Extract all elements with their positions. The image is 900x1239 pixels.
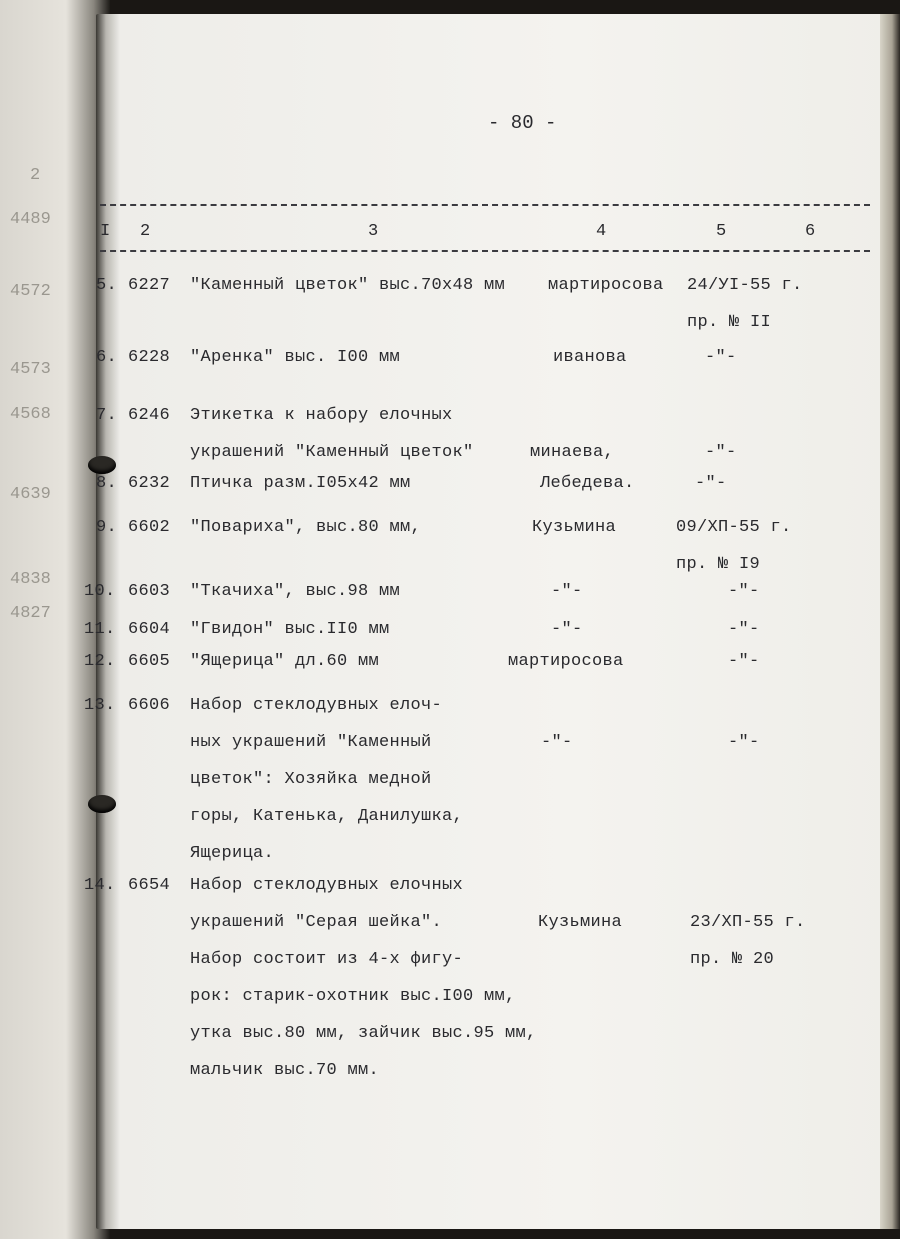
item-description: украшений "Серая шейка". [190, 913, 443, 932]
ghost-text: 2 [30, 166, 41, 185]
item-description: Птичка разм.I05х42 мм [190, 474, 411, 493]
item-description: "Аренка" выс. I00 мм [190, 348, 401, 367]
item-code: 6604 [128, 620, 171, 639]
row-number: 8. [96, 474, 118, 493]
item-code: 6603 [128, 582, 171, 601]
ghost-text: 4573 [10, 360, 51, 379]
row-number: 6. [96, 348, 118, 367]
item-code: 6232 [128, 474, 171, 493]
approval-date: 09/ХП-55 г. [676, 518, 792, 537]
page-number: - 80 - [488, 112, 557, 134]
binder-hole [88, 456, 116, 474]
approval-date: -"- [695, 474, 727, 493]
approval-date: -"- [705, 443, 737, 462]
approval-date: -"- [728, 582, 760, 601]
col-3-header: 3 [368, 222, 379, 241]
ghost-text: 4639 [10, 485, 51, 504]
author-name: Кузьмина [538, 913, 623, 932]
table-top-rule [100, 204, 870, 206]
row-number: 7. [96, 406, 118, 425]
item-description: "Ящерица" дл.60 мм [190, 652, 380, 671]
item-description: ных украшений "Каменный [190, 733, 432, 752]
col-5-header: 5 [716, 222, 727, 241]
approval-date: пр. № 20 [690, 950, 775, 969]
item-description: Набор состоит из 4-х фигу- [190, 950, 464, 969]
item-code: 6602 [128, 518, 171, 537]
item-description: "Гвидон" выс.II0 мм [190, 620, 390, 639]
item-description: Ящерица. [190, 844, 275, 863]
item-description: "Каменный цветок" выс.70х48 мм [190, 276, 506, 295]
author-name: мартиросова [508, 652, 624, 671]
approval-date: пр. № I9 [676, 555, 761, 574]
item-description: рок: старик-охотник выс.I00 мм, [190, 987, 516, 1006]
approval-date: -"- [705, 348, 737, 367]
item-description: "Ткачиха", выс.98 мм [190, 582, 401, 601]
ghost-text: 4572 [10, 282, 51, 301]
row-number: 12. [84, 652, 116, 671]
item-code: 6228 [128, 348, 171, 367]
header-rule [100, 250, 870, 252]
approval-date: -"- [728, 620, 760, 639]
binder-hole [88, 795, 116, 813]
row-number: 5. [96, 276, 118, 295]
row-number: 14. [84, 876, 116, 895]
item-code: 6227 [128, 276, 171, 295]
item-code: 6246 [128, 406, 171, 425]
item-code: 6654 [128, 876, 171, 895]
author-name: -"- [551, 620, 583, 639]
approval-date: -"- [728, 733, 760, 752]
item-description: Набор стеклодувных елоч- [190, 696, 443, 715]
row-number: 9. [96, 518, 118, 537]
author-name: Кузьмина [532, 518, 617, 537]
item-description: утка выс.80 мм, зайчик выс.95 мм, [190, 1024, 537, 1043]
author-name: мартиросова [548, 276, 664, 295]
approval-date: пр. № II [687, 313, 772, 332]
ghost-text: 4568 [10, 405, 51, 424]
item-description: Этикетка к набору елочных [190, 406, 453, 425]
author-name: -"- [551, 582, 583, 601]
ghost-text: 4838 [10, 570, 51, 589]
row-number: 11. [84, 620, 116, 639]
approval-date: 24/УI-55 г. [687, 276, 803, 295]
col-2-header: 2 [140, 222, 151, 241]
author-name: Лебедева. [540, 474, 635, 493]
row-number: 10. [84, 582, 116, 601]
item-description: украшений "Каменный цветок" [190, 443, 474, 462]
item-code: 6605 [128, 652, 171, 671]
col-4-header: 4 [596, 222, 607, 241]
item-description: мальчик выс.70 мм. [190, 1061, 380, 1080]
approval-date: -"- [728, 652, 760, 671]
ghost-text: 4827 [10, 604, 51, 623]
next-page-edge [880, 14, 900, 1229]
author-name: иванова [553, 348, 627, 367]
ghost-text: 4489 [10, 210, 51, 229]
item-description: цветок": Хозяйка медной [190, 770, 432, 789]
approval-date: 23/ХП-55 г. [690, 913, 806, 932]
item-description: горы, Катенька, Данилушка, [190, 807, 464, 826]
author-name: минаева, [530, 443, 615, 462]
author-name: -"- [541, 733, 573, 752]
item-description: "Повариха", выс.80 мм, [190, 518, 422, 537]
item-code: 6606 [128, 696, 171, 715]
item-description: Набор стеклодувных елочных [190, 876, 464, 895]
col-6-header: 6 [805, 222, 816, 241]
col-1-header: I [100, 222, 111, 241]
row-number: 13. [84, 696, 116, 715]
